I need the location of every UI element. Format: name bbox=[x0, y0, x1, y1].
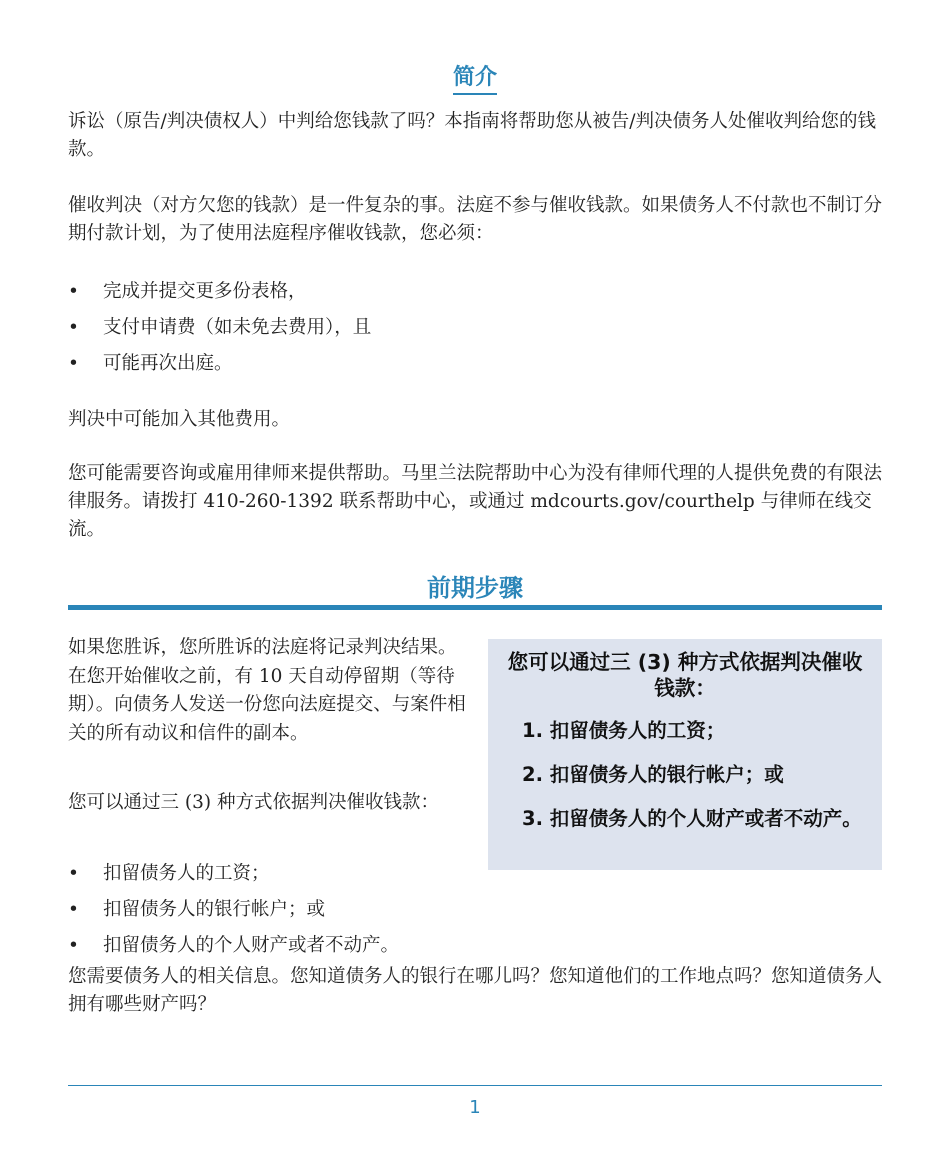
intro-heading: 简介 bbox=[68, 60, 882, 95]
callout-box bbox=[488, 639, 882, 870]
list-item: • 扣留债务人的个人财产或者不动产。 bbox=[68, 928, 882, 964]
list-item: • 扣留债务人的工资； bbox=[68, 856, 882, 892]
intro-paragraph-3: 判决中可能加入其他费用。 bbox=[68, 409, 291, 430]
list-item: • 完成并提交更多份表格， bbox=[68, 274, 882, 310]
section-divider bbox=[68, 605, 882, 610]
intro-paragraph-2: 催收判决（对方欠您的钱款）是一件复杂的事。法庭不参与催收钱款。如果债务人不付款也不制订分期付款计划，为了使用法庭程序催收钱款，您必须： bbox=[68, 195, 883, 244]
callout-item: 3. 扣留债务人的个人财产或者不动产。 bbox=[522, 807, 862, 830]
steps-paragraph-3: 您需要债务人的相关信息。您知道债务人的银行在哪儿吗？您知道他们的工作地点吗？您知道债务人拥有哪些财产吗？ bbox=[68, 966, 883, 1015]
list-item: • 扣留债务人的银行帐户；或 bbox=[68, 892, 882, 928]
bullet-icon: • bbox=[68, 317, 79, 338]
intro-bullet-list bbox=[68, 274, 882, 382]
intro-paragraph-4: 您可能需要咨询或雇用律师来提供帮助。马里兰法院帮助中心为没有律师代理的人提供免费的有限法律服务。请拨打 410-260-1392 联系帮助中心，或通过 mdcourts.gov/courthelp 与律师在线交流。 bbox=[68, 463, 883, 540]
bullet-icon: • bbox=[68, 935, 79, 956]
callout-list bbox=[488, 715, 882, 847]
footer-divider bbox=[68, 1085, 882, 1086]
callout-title: 您可以通过三 (3) 种方式依据判决催收钱款： bbox=[507, 650, 863, 700]
callout-item: 2. 扣留债务人的银行帐户；或 bbox=[522, 763, 784, 786]
bullet-icon: • bbox=[68, 353, 79, 374]
steps-paragraph-2: 您可以通过三 (3) 种方式依据判决催收钱款： bbox=[68, 792, 439, 813]
bullet-icon: • bbox=[68, 863, 79, 884]
list-item: • 支付申请费（如未免去费用），且 bbox=[68, 310, 882, 346]
bullet-icon: • bbox=[68, 899, 79, 920]
steps-paragraph-1: 如果您胜诉，您所胜诉的法庭将记录判决结果。在您开始催收之前，有 10 天自动停留期（等待期）。向债务人发送一份您向法庭提交、与案件相关的所有动议和信件的副本。 bbox=[68, 637, 466, 744]
intro-paragraph-1: 诉讼（原告/判决债权人）中判给您钱款了吗？本指南将帮助您从被告/判决债务人处催收判给您的钱款。 bbox=[68, 111, 876, 160]
page-number: 1 bbox=[469, 1097, 481, 1118]
steps-bullet-list bbox=[68, 856, 882, 964]
bullet-icon: • bbox=[68, 281, 79, 302]
callout-item: 1. 扣留债务人的工资； bbox=[522, 719, 726, 742]
steps-heading: 前期步骤 bbox=[427, 574, 523, 602]
list-item: • 可能再次出庭。 bbox=[68, 346, 882, 382]
